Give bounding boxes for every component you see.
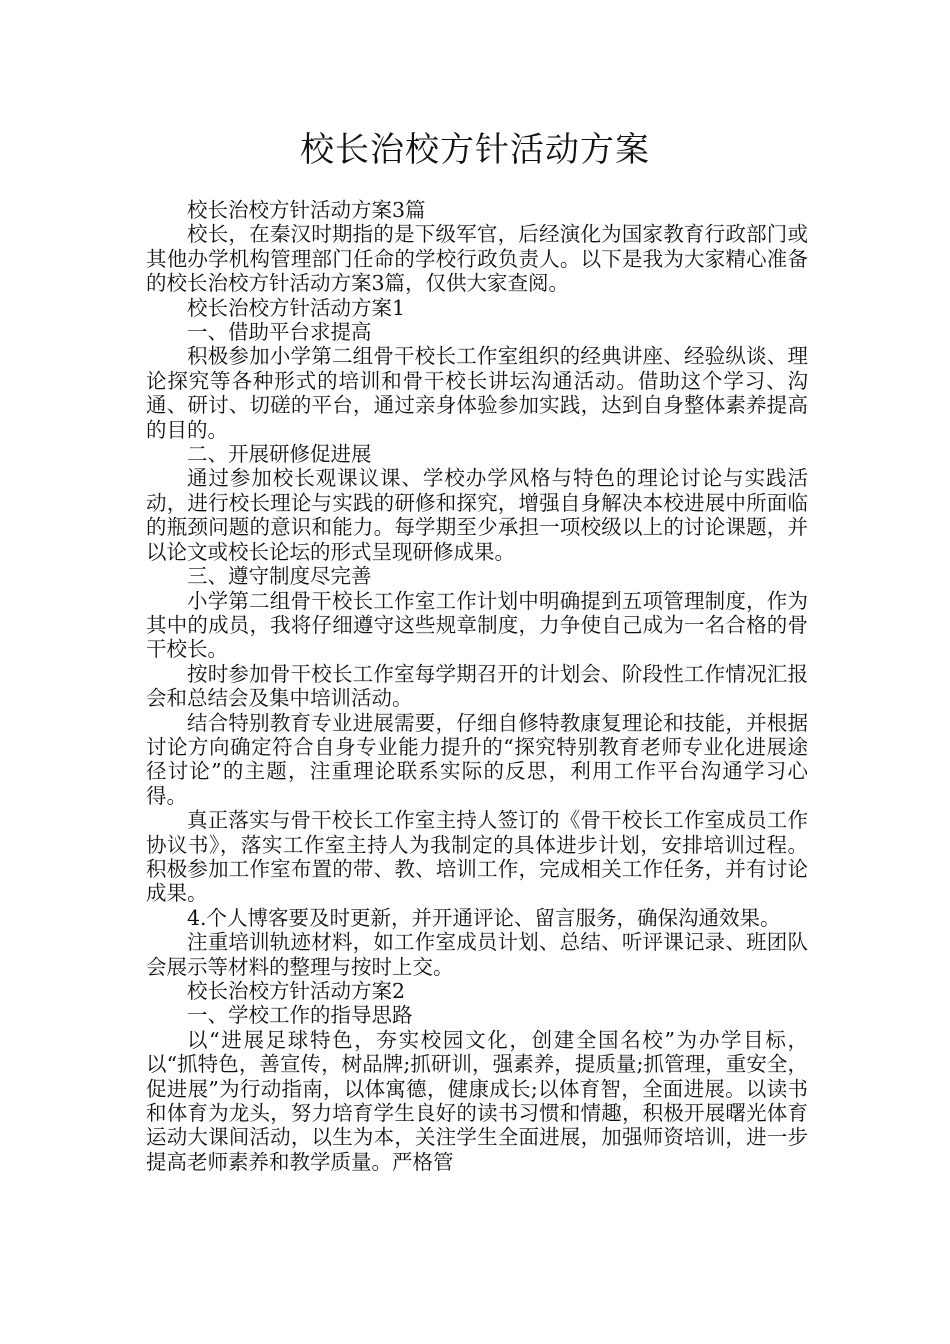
paragraph: 校长治校方针活动方案3篇 <box>187 198 426 222</box>
paragraph: 4.个人博客要及时更新，并开通评论、留言服务，确保沟通效果。 <box>187 905 781 930</box>
paragraph: 校长治校方针活动方案2 <box>187 979 406 1003</box>
paragraph: 以“进展足球特色，夯实校园文化，创建全国名校”为办学目标，以“抓特色，善宣传，树品牌;抓研训，强素养，提质量;抓管理，重安全，促进展”为行动指南，以体寓德，健康成长;以体育智，全面进展。以读书和体育为龙头，努力培育学生良好的读书习惯和情趣，积极开展曙光体育运动大课间活动，以生为本，关注学生全面进展，加强师资培训，进一步提高老师素养和教学质量。严格管 <box>146 1027 808 1174</box>
paragraph: 真正落实与骨干校长工作室主持人签订的《骨干校长工作室成员工作协议书》，落实工作室主持人为我制定的具体进步计划，安排培训过程。积极参加工作室布置的带、教、培训工作，完成相关工作任务，并有讨论成果。 <box>146 808 808 906</box>
paragraph: 校长，在秦汉时期指的是下级军官，后经演化为国家教育行政部门或其他办学机构管理部门任命的学校行政负责人。以下是我为大家精心准备的校长治校方针活动方案3篇，仅供大家查阅。 <box>146 222 808 296</box>
paragraph: 结合特别教育专业进展需要，仔细自修特教康复理论和技能，并根据讨论方向确定符合自身专业能力提升的“探究特别教育老师专业化进展途径讨论”的主题，注重理论联系实际的反思，利用工作平台沟通学习心得。 <box>146 710 808 808</box>
section-heading: 一、学校工作的指导思路 <box>187 1003 413 1028</box>
section-heading: 一、借助平台求提高 <box>187 320 372 345</box>
document-title: 校长治校方针活动方案 <box>300 130 650 170</box>
paragraph: 注重培训轨迹材料，如工作室成员计划、总结、听评课记录、班团队会展示等材料的整理与按时上交。 <box>146 930 808 979</box>
section-heading: 二、开展研修促进展 <box>187 442 372 467</box>
paragraph: 积极参加小学第二组骨干校长工作室组织的经典讲座、经验纵谈、理论探究等各种形式的培训和骨干校长讲坛沟通活动。借助这个学习、沟通、研讨、切磋的平台，通过亲身体验参加实践，达到自身整体素养提高的目的。 <box>146 344 808 442</box>
document-body <box>146 198 808 1174</box>
paragraph: 小学第二组骨干校长工作室工作计划中明确提到五项管理制度，作为其中的成员，我将仔细遵守这些规章制度，力争使自己成为一名合格的骨干校长。 <box>146 588 808 662</box>
section-heading: 三、遵守制度尽完善 <box>187 564 372 589</box>
paragraph: 校长治校方针活动方案1 <box>187 295 406 320</box>
paragraph: 按时参加骨干校长工作室每学期召开的计划会、阶段性工作情况汇报会和总结会及集中培训活动。 <box>146 661 808 711</box>
paragraph: 通过参加校长观课议课、学校办学风格与特色的理论讨论与实践活动，进行校长理论与实践的研修和探究，增强自身解决本校进展中所面临的瓶颈问题的意识和能力。每学期至少承担一项校级以上的讨论课题，并以论文或校长论坛的形式呈现研修成果。 <box>146 466 808 564</box>
